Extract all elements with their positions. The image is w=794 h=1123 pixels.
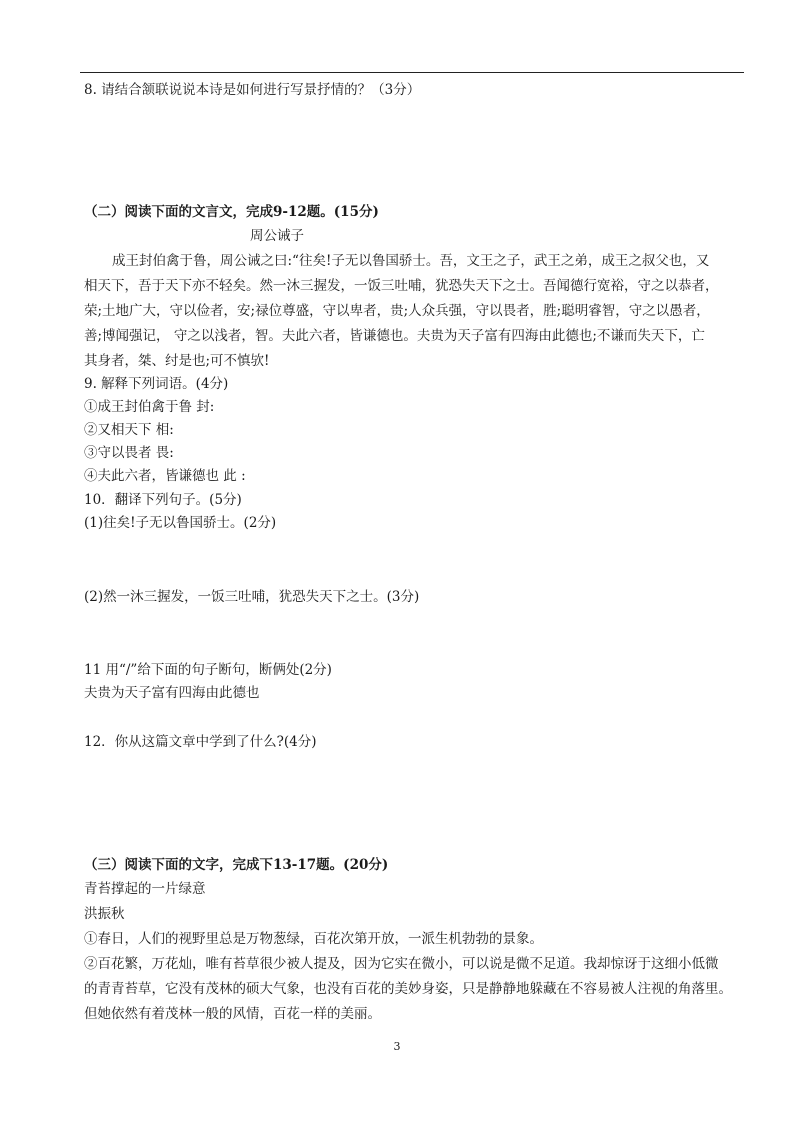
page-number: 3 [393, 1040, 401, 1053]
question-10-item-2: (2)然一沐三握发，一饭三吐哺，犹恐失天下之士。(3分) [84, 589, 420, 605]
question-9-item-4: ④夫此六者，皆谦德也 此 : [84, 468, 246, 484]
question-9-item-1: ①成王封伯禽于鲁 封: [84, 399, 215, 415]
question-8: 8. 请结合颔联说说本诗是如何进行写景抒情的？（3分） [84, 82, 421, 98]
passage-line-4: 善;博闻强记， 守之以浅者，智。夫此六者，皆谦德也。夫贵为天子富有四海由此德也;不谦而失天下，亡 [84, 328, 705, 344]
passage-line-2: 相天下，吾于天下亦不轻矣。然一沐三握发，一饭三吐哺，犹恐失天下之士。吾闻德行宽裕，守之以恭者， [84, 278, 719, 294]
paragraph-line-2: ②百花繁，万花灿，唯有苔草很少被人提及，因为它实在微小，可以说是微不足道。我却惊讶于这细小低微 [84, 956, 719, 972]
section-3-title: 青苔撑起的一片绿意 [84, 881, 206, 897]
passage-line-5: 其身者，桀、纣是也;可不慎欤! [84, 353, 270, 369]
section-2-title: 周公诫子 [250, 228, 304, 244]
passage-line-3: 荣;土地广大，守以俭者，安;禄位尊盛，守以卑者，贵;人众兵强，守以畏者，胜;聪明睿智，守之以愚者， [84, 303, 710, 319]
question-11-sentence: 夫贵为天子富有四海由此德也 [84, 685, 260, 701]
question-9-stem: 9. 解释下列词语。(4分) [84, 376, 229, 392]
question-10-item-1: (1)往矣!子无以鲁国骄士。(2分) [84, 515, 277, 531]
question-9-item-3: ③守以畏者 畏: [84, 445, 174, 461]
section-3-author: 洪振秋 [84, 906, 125, 922]
section-3-heading: （三）阅读下面的文字，完成下13-17题。(20分) [84, 857, 389, 873]
paragraph-line-1: ①春日，人们的视野里总是万物葱绿，百花次第开放，一派生机勃勃的景象。 [84, 931, 543, 947]
paragraph-line-4: 但她依然有着茂林一般的风情，百花一样的美丽。 [84, 1006, 381, 1022]
question-10-stem: 10．翻译下列句子。(5分) [84, 492, 242, 508]
section-2-heading: （二）阅读下面的文言文，完成9-12题。(15分) [84, 204, 379, 220]
paragraph-line-3: 的青青苔草，它没有茂林的硕大气象，也没有百花的美妙身姿，只是静静地躲藏在不容易被人注视的角落里。 [84, 981, 732, 997]
top-rule [80, 72, 744, 73]
question-12: 12．你从这篇文章中学到了什么?(4分) [84, 734, 317, 750]
question-9-item-2: ②又相天下 相: [84, 422, 174, 438]
question-11-stem: 11 用“/”给下面的句子断句，断俩处(2分) [84, 662, 332, 678]
passage-line-1: 成王封伯禽于鲁，周公诫之曰:“往矣!子无以鲁国骄士。吾，文王之子，武王之弟，成王之叔父也，又 [112, 253, 710, 269]
